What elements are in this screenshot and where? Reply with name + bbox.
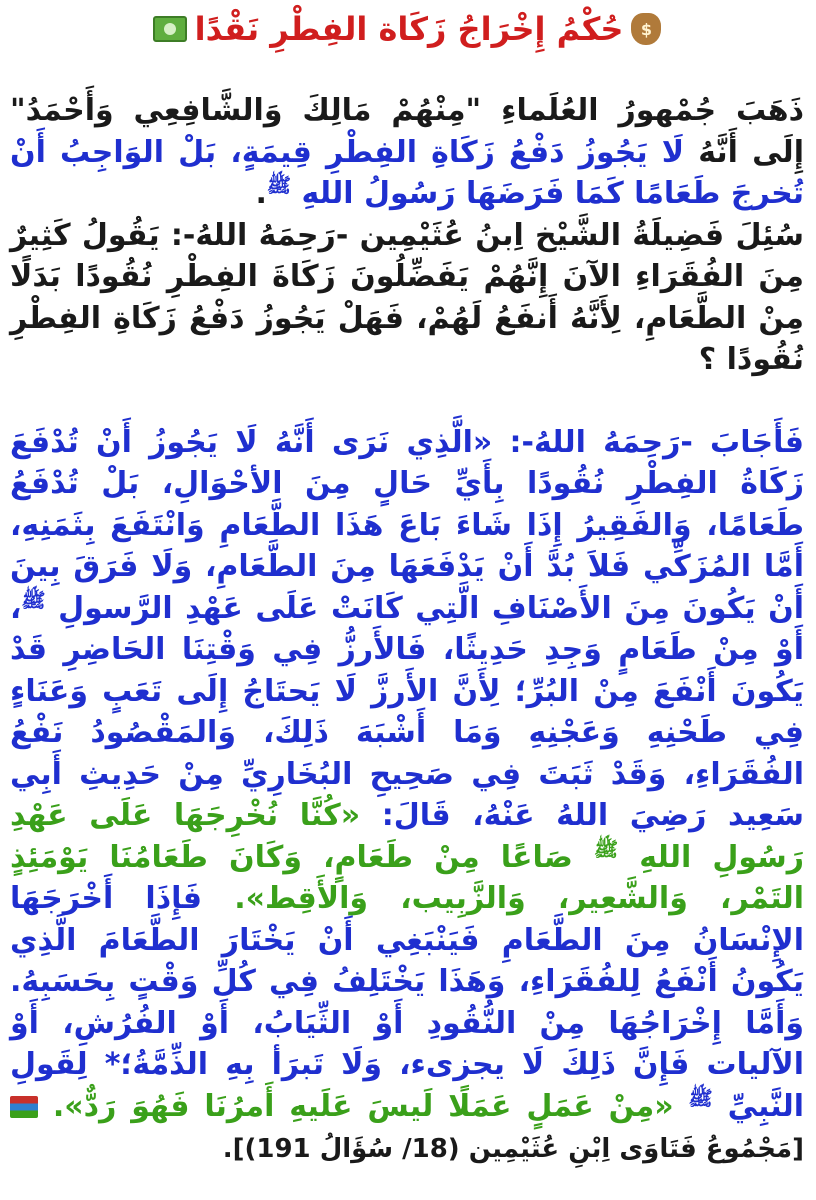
intro-ruling: لَا يَجُوزُ دَفْعُ زَكَاةِ الفِطْرِ قِيمَةٍ، بَلْ الوَاجِبُ أَنْ تُخرجَ طَعَامًا كَمَا فَرَضَهَا رَسُولُ اللهِ [10,134,804,211]
answer-part-c: فَإِذَا أَخْرَجَهَا الإِنْسَانُ مِنَ الطَّعَامِ فَيَنْبَغِي أَنْ يَخْتَارَ الطَّعَامَ الَّذِي يَكُونُ أَنْفَعُ لِلفُقَرَاءِ، وَهَذَا يَخْتَلِفُ فِي كُلِّ وَقْتٍ بِحَسَبِهُ. وَأَمَّا إِخْرَاجُهَا مِنْ النُّقُودِ أَوْ الثِّيَابُ، أَوْ الفُرُشِ، أَوْ الآليات فَإِنَّ ذَلِكَ لَا يجزىء، وَلَا تَبرَأ بِهِ الذِّمَّةُ؛* لِقَولِ النَّبِيِّ [10,881,804,1124]
spacer [10,381,804,422]
title-row [10,4,804,54]
hadith-quote-2: «مِنْ عَمَلٍ عَمَلًا لَيسَ عَلَيهِ أَمرُنَا فَهُوَ رَدٌّ». [52,1088,674,1124]
hadith-quote-a: «كُنَّا نُخْرِجَهَا عَلَى عَهْدِ رَسُولِ اللهِ [10,798,804,875]
intro-text: ذَهَبَ جُمْهورُ العُلَماءِ "مِنْهُمْ مَالِكَ وَالشَّافِعِي وَأَحْمَدُ" إِلَى أَنَّهُ [10,93,804,170]
intro-end: . [255,176,267,211]
question-paragraph: سُئِلَ فَضِيلَةُ الشَّيْخ اِبنُ عُثَيْمِين -رَحِمَهُ اللهُ-: يَقُولُ كَثِيرٌ مِنَ الفُقَرَاءِ الآنَ إِنَّهُمْ يَفَضِّلُونَ زَكَاةَ الفِطْرِ نُقُودًا بَدَلًا مِنْ الطَّعَامِ، لِأَنَّهُ أَنفَعُ لَهُمْ، فَهَلْ يَجُوزُ دَفْعُ زَكَاةِ الفِطْرِ نُقُودًا ؟ [10,217,804,377]
salutation-mark: ﷺ [688,1085,713,1110]
intro-paragraph [10,90,804,215]
salutation-mark: ﷺ [593,836,619,861]
money-bag-icon [631,13,661,45]
answer-paragraph [10,422,804,1171]
books-icon [10,1096,38,1118]
answer-part-a: فَأَجَابَ -رَحِمَهُ اللهُ-: «الَّذِي نَرَى أَنَّهُ لَا يَجُوزُ أَنْ تُدْفَعَ زَكَاةُ الفِطْرِ نُقُودًا بِأَيِّ حَالٍ مِنَ الأحْوَالِ، بَلْ تُدْفَعُ طَعَامًا، وَالفَقِيرُ إِذَا شَاءَ بَاعَ هَذَا الطَّعَامِ وَانْتَفَعَ بِثَمَنِهِ، أَمَّا المُزَكِّي فَلاَ بُدَّ أَنْ يَدْفَعَهَا مِنَ الطَّعَامِ، وَلَا فَرَقَ بِينَ أَنْ يَكُونَ مِنَ الأَصْنَافِ الَّتِي كَانَتْ عَلَى عَهْدِ الرَّسولِ [10,424,804,626]
salutation-mark: ﷺ [266,173,292,197]
answer-part-b: ، أَوْ مِنْ طَعَامٍ وَجِدِ حَدِيثًا، فَالأَرزُّ فِي وَقْتِنَا الحَاضِرِ قَدْ يَكُونَ أَنْفَعَ مِنْ البُرِّ؛ لِأَنَّ الأَرزَّ لَا يَحتَاجُ إِلَى تَعَبٍ وَعَنَاءٍ فِي طَحْنِهِ وَعَجْنِهِ وَمَا أَشْبَهَ ذَلِكَ، وَالمَقْصُودُ نَفْعُ الفُقَرَاءِ، وَقَدْ ثَبَتَ فِي صَحِيحِ البُخَارِيِّ مِنْ حَدِيثِ أَبِي سَعِيد رَضِيَ اللهُ عَنْهُ، قَالَ: [10,590,804,833]
spacer [10,54,804,90]
salutation-mark: ﷺ [21,587,46,612]
hadith-quote-b: صَاعًا مِنْ طَعَامٍ، وَكَانَ طَعَامُنَا يَوْمَئِذٍ التَمْر، وَالشَّعِير، وَالزَّبِيب، وَالأَقِط». [10,839,804,916]
page-title: حُكْمُ إِخْرَاجُ زَكَاة الفِطْرِ نَقْدًا [194,10,624,48]
reference-citation: [مَجْمُوعُ فَتَاوَى اِبْنِ عُثَيْمِين (18/ سُؤَالُ 191)]. [222,1134,804,1164]
money-icon [153,16,187,42]
